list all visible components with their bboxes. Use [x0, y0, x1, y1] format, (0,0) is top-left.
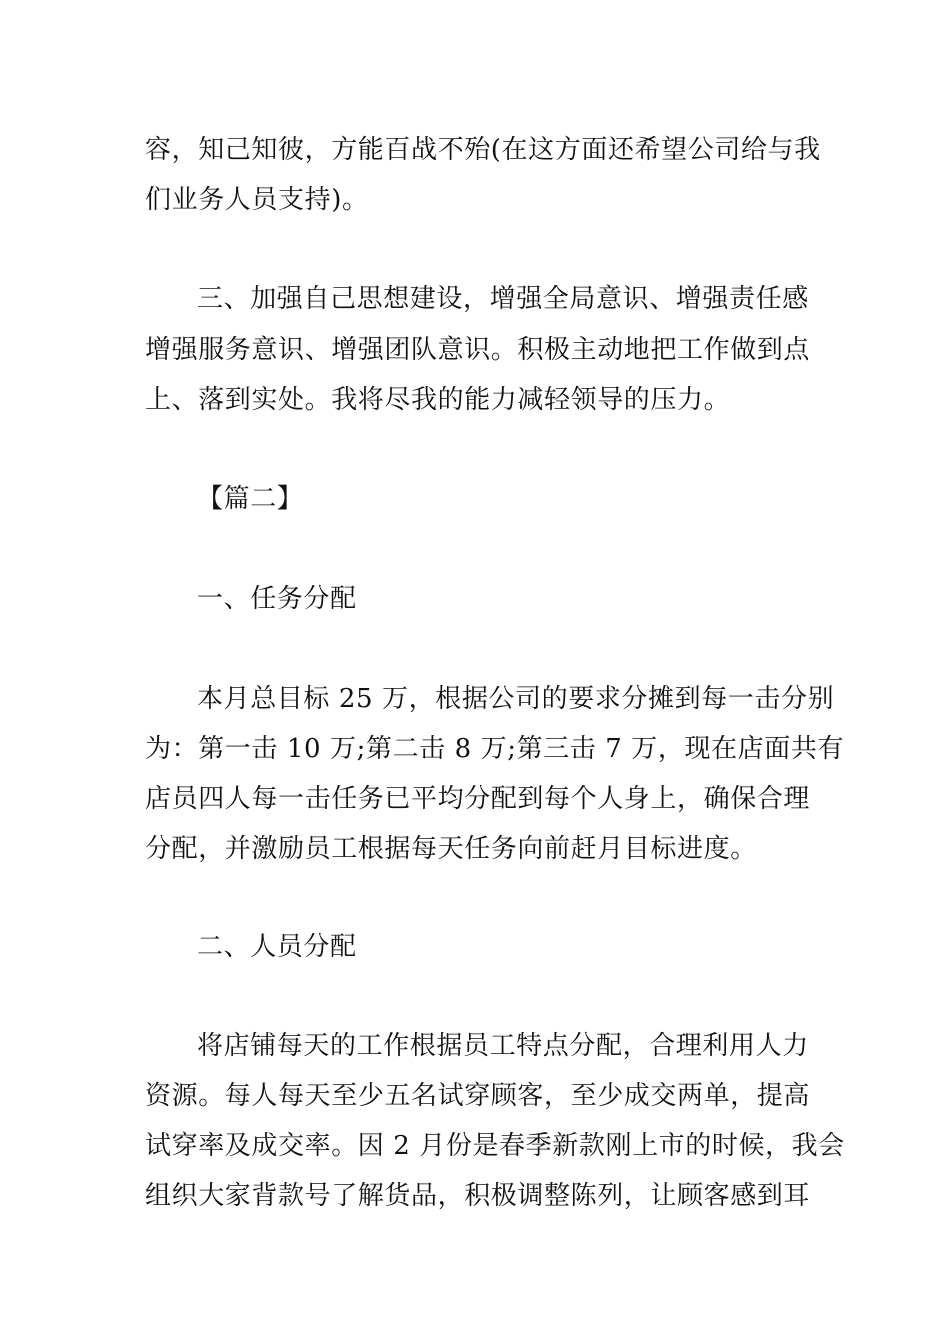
- text-line: 资源。每人每天至少五名试穿顾客，至少成交两单，提高: [145, 1081, 811, 1111]
- text-line: 分配，并激励员工根据每天任务向前赶月目标进度。: [145, 834, 757, 864]
- heading-task-allocation: 一、任务分配: [197, 584, 357, 614]
- text-line: 容，知己知彼，方能百战不殆(在这方面还希望公司给与我: [145, 135, 821, 165]
- text-line: 店员四人每一击任务已平均分配到每个人身上，确保合理: [145, 784, 811, 814]
- text-line: 上、落到实处。我将尽我的能力减轻领导的压力。: [145, 385, 731, 415]
- text-line: 试穿率及成交率。因 2 月份是春季新款刚上市的时候，我会: [145, 1131, 845, 1161]
- text-line: 组织大家背款号了解货品，积极调整陈列，让顾客感到耳: [145, 1181, 811, 1211]
- text-line: 将店铺每天的工作根据员工特点分配，合理利用人力: [197, 1031, 809, 1061]
- text-line: 三、加强自己思想建设，增强全局意识、增强责任感: [197, 284, 809, 314]
- heading-staff-allocation: 二、人员分配: [197, 932, 357, 962]
- text-line: 们业务人员支持)。: [145, 185, 369, 215]
- section-title: 【篇二】: [197, 484, 304, 514]
- text-line: 为：第一击 10 万;第二击 8 万;第三击 7 万，现在店面共有: [145, 734, 845, 764]
- text-line: 增强服务意识、增强团队意识。积极主动地把工作做到点: [145, 335, 811, 365]
- text-line: 本月总目标 25 万，根据公司的要求分摊到每一击分别: [197, 684, 835, 714]
